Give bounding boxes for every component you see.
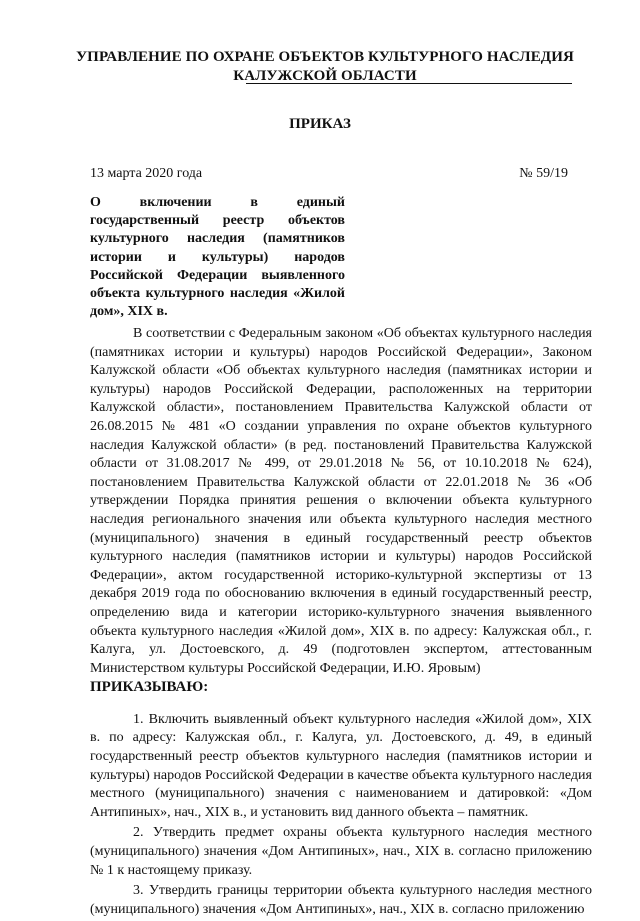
order-date: 13 марта 2020 года xyxy=(90,166,203,181)
order-title: ПРИКАЗ xyxy=(289,116,351,132)
organization-header xyxy=(60,48,590,86)
order-item-2: 2. Утвердить предмет охраны объекта культурного наследия местного (муниципального) значения «Дом Антипиных», нач., XIX в. согласно приложению № 1 к настоящему приказу. xyxy=(90,825,592,878)
header-underline xyxy=(246,83,572,84)
order-subject: О включении в единый государственный реестр объектов культурного наследия (памятников истории и культуры) народов Российской Федерации выявленного объекта культурного наследия «Жилой дом», XIX в. xyxy=(90,195,345,320)
order-item-1: 1. Включить выявленный объект культурного наследия «Жилой дом», XIX в. по адресу: Калужская обл., г. Калуга, ул. Достоевского, д. 49, в единый государственный реестр объектов культурного наследия (памятников истории и культуры) народов Российской Федерации в качестве объекта культурного наследия местного (муниципального) значения с наименованием и датировкой: «Дом Антипиных», нач., XIX в., и установить вид данного объекта – памятник. xyxy=(90,711,592,820)
organization-name-line1: УПРАВЛЕНИЕ ПО ОХРАНЕ ОБЪЕКТОВ КУЛЬТУРНОГО НАСЛЕДИЯ xyxy=(76,49,574,65)
order-body xyxy=(90,325,592,921)
organization-name-line2 xyxy=(233,68,416,84)
order-item-3: 3. Утвердить границы территории объекта культурного наследия местного (муниципального) значения «Дом Антипиных», нач., XIX в. согласно приложению xyxy=(90,883,592,917)
preamble-paragraph: В соответствии с Федеральным законом «Об объектах культурного наследия (памятниках истории и культуры) народов Российской Федерации», Законом Калужской области «Об объектах культурного наследия (памятниках истории и культуры) народов Российской Федерации, расположенных на территории Калужской области», постановлением Правительства Калужской области от 26.08.2015 № 481 «О создании управления по охране объектов культурного наследия Калужской области» (в ред. постановлений Правительства Калужской области от 31.08.2017 № 499, от 29.01.2018 № 56, от 10.10.2018 № 624), постановлением Правительства Калужской области от 22.01.2018 № 36 «Об утверждении Порядка принятия решения о включении объекта культурного наследия регионального значения или объекта культурного наследия местного (муниципального) значения в единый государственный реестр объектов культурного наследия (памятников истории и культуры) народов Российской Федерации», актом государственной историко-культурной экспертизы от 13 декабря 2019 года по обоснованию включения в единый государственный реестр, определению вида и категории историко-культурного значения выявленного объекта культурного наследия «Жилой дом», XIX в. по адресу: Калужская обл., г. Калуга, ул. Достоевского, д. 49 (подготовлен экспертом, аттестованным Министерством культуры Российской Федерации, И.Ю. Яровым) xyxy=(90,326,592,676)
organization-name-line2-text: КАЛУЖСКОЙ ОБЛАСТИ xyxy=(233,68,417,84)
order-number: № 59/19 xyxy=(519,166,568,181)
decree-word: ПРИКАЗЫВАЮ: xyxy=(90,679,209,696)
